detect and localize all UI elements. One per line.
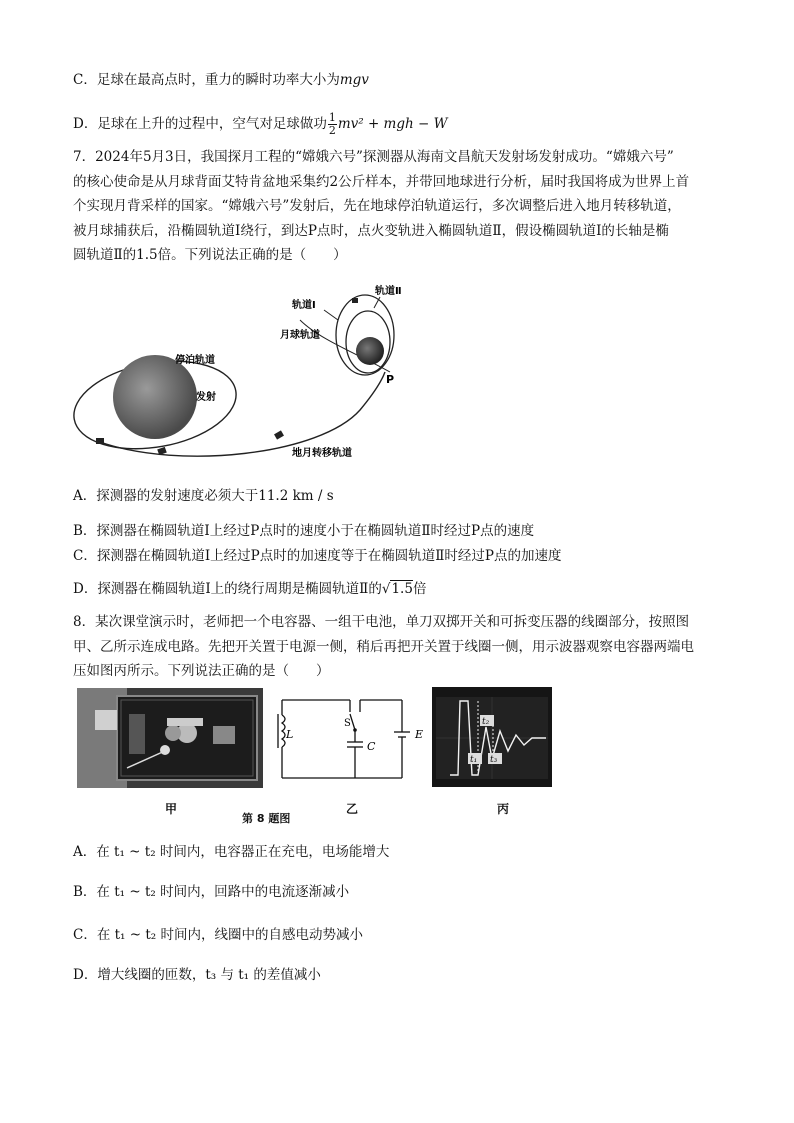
q8-stem-line: 8．某次课堂演示时，老师把一个电容器、一组干电池，单刀双掷开关和可拆变压器的线圈部分，按照图	[73, 614, 690, 630]
q6-option-c	[73, 71, 369, 89]
figure-yi-label: 乙	[346, 802, 359, 816]
q6-option-d	[73, 111, 447, 137]
q8-option-b: B．在 t₁ ~ t₂ 时间内，回路中的电流逐渐减小	[73, 884, 350, 900]
q8-stem-line: 甲、乙所示连成电路。先把开关置于电源一侧，稍后再把开关置于线圈一侧，用示波器观察电容器两端电	[73, 638, 694, 655]
orbit-2-label: 轨道Ⅱ	[375, 286, 402, 297]
t2-label: t₂	[482, 717, 490, 727]
q7-stem-line: 个实现月背采样的国家。“嫦娥六号”发射后，先在地球停泊轨道运行，多次调整后进入地月转移轨道，	[73, 198, 681, 214]
q7-option-b: B．探测器在椭圆轨道Ⅰ上经过P点时的速度小于在椭圆轨道Ⅱ时经过P点的速度	[73, 523, 535, 539]
q7-stem-line: 的核心使命是从月球背面艾特肯盆地采集约2公斤样本，并带回地球进行分析，届时我国将成为世界上首	[73, 173, 690, 190]
moon	[356, 337, 384, 365]
q8-option-a: A．在 t₁ ~ t₂ 时间内，电容器正在充电，电场能增大	[73, 844, 390, 860]
figure-jia-label: 甲	[165, 802, 178, 816]
q7-option-d-root: 1.5	[391, 581, 413, 597]
q7-option-c: C．探测器在椭圆轨道Ⅰ上经过P点时的加速度等于在椭圆轨道Ⅱ时经过P点的加速度	[73, 548, 562, 564]
q7-option-d-text: D．探测器在椭圆轨道Ⅰ上的绕行周期是椭圆轨道Ⅱ的	[73, 581, 382, 597]
t3-label: t₃	[490, 755, 498, 765]
q8-option-d: D．增大线圈的匝数，t₃ 与 t₁ 的差值减小	[73, 967, 321, 983]
earth	[113, 355, 197, 439]
capacitor-label: C	[367, 740, 376, 753]
q6-option-d-text: D．足球在上升的过程中，空气对足球做功	[73, 116, 327, 132]
t1-label: t₁	[470, 755, 478, 765]
fraction: $\frac{1}{2}$	[328, 111, 336, 137]
q8-stem	[73, 610, 723, 684]
q7-orbit-figure	[60, 280, 440, 470]
launch-label: 发射	[196, 392, 216, 403]
q8-circuit-yi	[270, 690, 430, 790]
q8-oscilloscope-bing	[432, 687, 552, 787]
figure-bing-label: 丙	[497, 802, 510, 816]
q7-stem-line: 7．2024年5月3日，我国探月工程的“嫦娥六号”探测器从海南文昌航天发射场发射成功。“嫦娥六号”	[73, 149, 674, 165]
inductor-label: L	[286, 728, 294, 741]
q8-option-c: C．在 t₁ ~ t₂ 时间内，线圈中的自感电动势减小	[73, 927, 363, 943]
transfer-orbit-label: 地月转移轨道	[292, 448, 352, 459]
q6-option-c-text: C．足球在最高点时，重力的瞬时功率大小为	[73, 72, 340, 88]
q7-option-a: A．探测器的发射速度必须大于11.2 km / s	[73, 488, 334, 504]
moon-orbit-label: 月球轨道	[280, 330, 320, 341]
q7-option-d: D．探测器在椭圆轨道Ⅰ上的绕行周期是椭圆轨道Ⅱ的√1.5倍	[73, 581, 427, 597]
q7-stem-line: 被月球捕获后，沿椭圆轨道Ⅰ绕行，到达P点时，点火变轨进入椭圆轨道Ⅱ，假设椭圆轨道Ⅰ的长轴是椭	[73, 222, 669, 239]
parking-orbit-label: 停泊轨道	[175, 355, 215, 366]
q6-option-c-expr: mgv	[339, 72, 369, 88]
q8-stem-line: 压如图丙所示。下列说法正确的是（ ）	[73, 663, 330, 679]
q7-stem	[73, 145, 723, 268]
battery-label: E	[415, 728, 424, 741]
q7-option-d-suffix: 倍	[412, 581, 427, 597]
figure-caption: 第 8 题图	[242, 812, 291, 825]
switch-label: S	[344, 718, 351, 729]
q7-stem-line: 圆轨道Ⅱ的1.5倍。下列说法正确的是（ ）	[73, 247, 347, 263]
orbit-1-label: 轨道Ⅰ	[292, 300, 316, 311]
point-p-label: P	[386, 373, 395, 386]
q8-photo-jia	[77, 688, 263, 788]
q6-option-d-expr: mv² + mgh − W	[337, 116, 448, 132]
